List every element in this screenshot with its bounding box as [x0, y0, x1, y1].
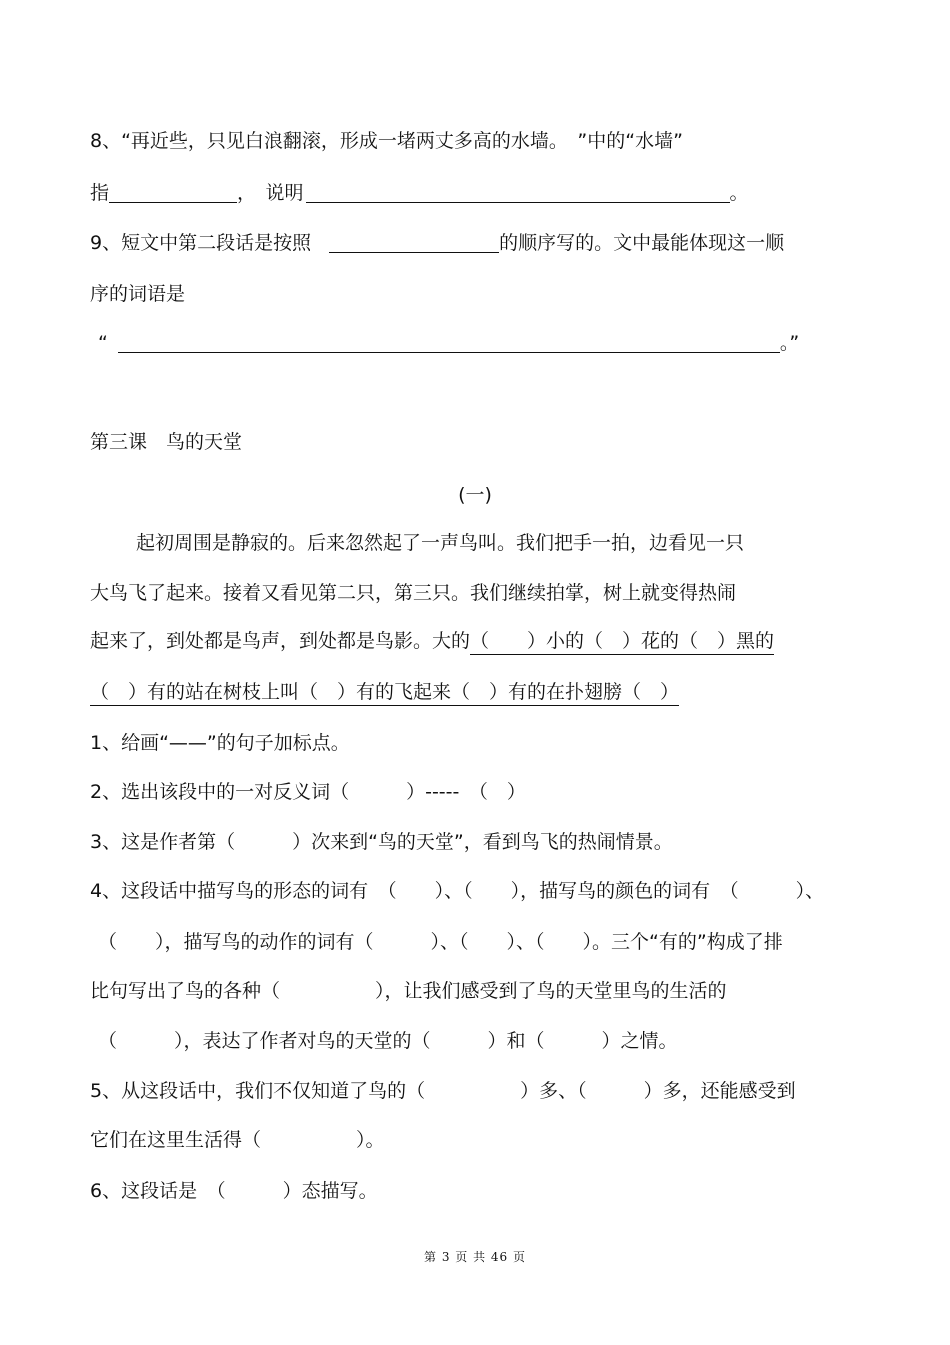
- q9-text-a: 9、短文中第二段话是按照: [90, 232, 312, 254]
- q8-line2: [90, 180, 749, 206]
- page-footer: 第 3 页 共 46 页: [424, 1250, 526, 1264]
- q9-line2: 序的词语是: [90, 283, 186, 305]
- passage-line-3: [90, 628, 774, 654]
- q9-line1: [90, 230, 784, 256]
- question-4-line-4: （ ），表达了作者对鸟的天堂的（ ）和（ ）之情。: [98, 1030, 678, 1052]
- passage-line-1: 起初周围是静寂的。后来忽然起了一声鸟叫。我们把手一拍，边看见一只: [136, 532, 745, 554]
- q8-blank-explain[interactable]: [306, 182, 730, 203]
- q9-text-b: 的顺序写的。文中最能体现这一顺: [499, 232, 785, 254]
- q8-line1: 8、“再近些，只见白浪翻滚，形成一堵两丈多高的水墙。 ”中的“水墙”: [90, 130, 683, 152]
- passage-line-2: 大鸟飞了起来。接着又看见第二只，第三只。我们继续拍掌，树上就变得热闹: [90, 582, 737, 604]
- question-2: 2、选出该段中的一对反义词（ ）----- （ ）: [90, 781, 526, 803]
- q9-open-quote: “: [98, 332, 108, 354]
- passage-underlined-sentence-b: （ ）有的站在树枝上叫（ ）有的飞起来（ ）有的在扑翅膀（ ）: [90, 681, 679, 706]
- q8-label-zhi: 指: [90, 182, 110, 204]
- question-3: 3、这是作者第（ ）次来到“鸟的天堂”，看到鸟飞的热闹情景。: [90, 831, 673, 853]
- q9-blank-words[interactable]: [118, 332, 780, 353]
- question-4-line-2: （ ），描写鸟的动作的词有（ ）、（ ）、（ ）。三个“有的”构成了排: [98, 931, 783, 953]
- question-4-line-3: 比句写出了鸟的各种（ ），让我们感受到了鸟的天堂里鸟的生活的: [90, 980, 727, 1002]
- question-6: 6、这段话是 （ ）态描写。: [90, 1180, 378, 1202]
- q8-blank-refers[interactable]: [109, 182, 237, 203]
- q9-line3: [98, 330, 799, 356]
- q9-blank-order[interactable]: [329, 232, 499, 253]
- question-5-line-2: 它们在这里生活得（ ）。: [90, 1129, 385, 1151]
- lesson-title: 第三课 鸟的天堂: [90, 431, 243, 453]
- q9-close-quote: 。”: [779, 332, 800, 354]
- passage-underlined-sentence-a: （ ）小的（ ）花的（ ）黑的: [470, 630, 774, 655]
- passage-line-3-text: 起来了，到处都是鸟声，到处都是鸟影。大的: [90, 630, 471, 652]
- question-1: 1、给画“——”的句子加标点。: [90, 732, 350, 754]
- question-4-line-1: 4、这段话中描写鸟的形态的词有 （ ）、（ ），描写鸟的颜色的词有 （ ）、: [90, 880, 825, 902]
- q8-label-explain: ， 说明: [237, 182, 304, 204]
- passage-line-4: [90, 679, 679, 705]
- q8-end-mark: 。: [729, 182, 749, 204]
- section-number: (一): [458, 484, 492, 506]
- question-5-line-1: 5、从这段话中，我们不仅知道了鸟的（ ）多、（ ）多，还能感受到: [90, 1080, 796, 1102]
